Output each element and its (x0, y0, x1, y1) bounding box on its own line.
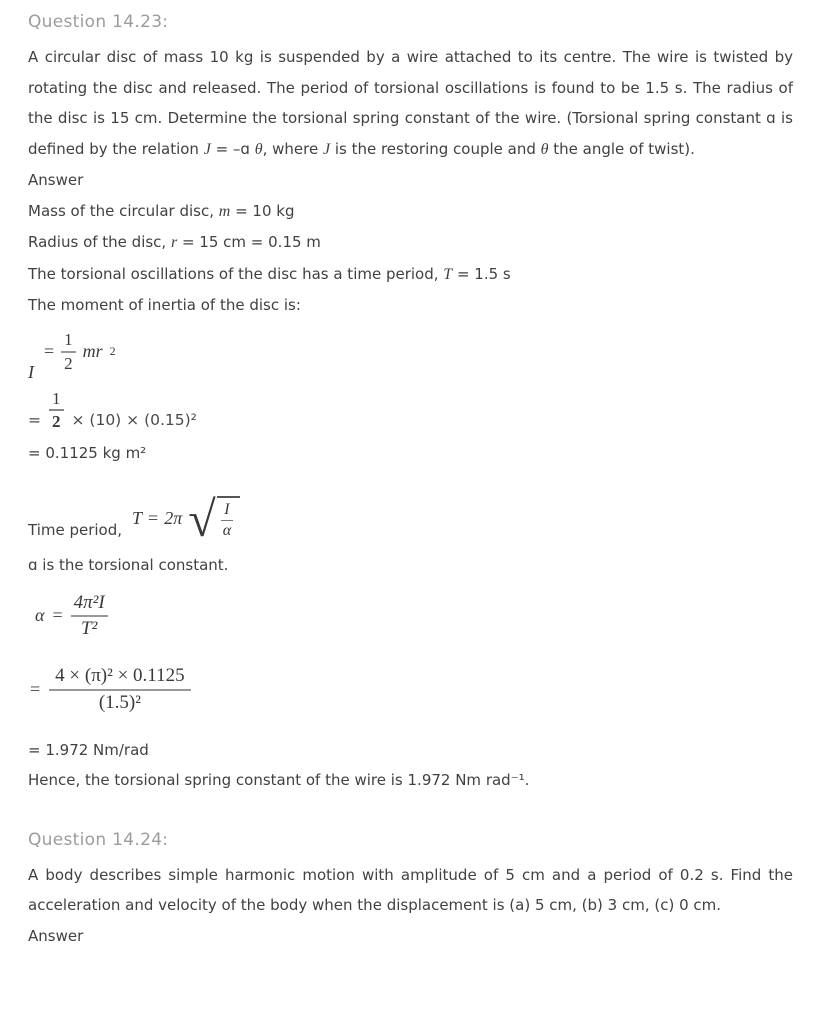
variable-T: T (132, 507, 143, 528)
variable-T: T (443, 265, 453, 283)
variable-theta: θ (540, 140, 549, 158)
answer-label: Answer (28, 926, 84, 945)
fraction-I-over-alpha: $\frac{I}{\alpha}$ (222, 500, 232, 540)
exponent-2: 2 (109, 344, 116, 359)
fraction-numeric: $\frac{\text{4 × (π)² × 0.1125}}{\text{(1.5)²}}$ (49, 665, 190, 714)
given-mass-value: = 10 kg (230, 201, 295, 220)
given-period-line (28, 259, 793, 291)
question-24-text: A body describes simple harmonic motion with amplitude of 5 cm and a period of 0.2 s. Find the acceleration and velocity of the body when the displacement is (a) 5 cm, (b) 3 cm, (c) 0 cm. (28, 865, 793, 915)
radicand (217, 496, 240, 541)
question-23-text-run: , where (262, 139, 323, 158)
conclusion-line: Hence, the torsional spring constant of the wire is 1.972 Nm rad⁻¹. (28, 771, 530, 790)
formula-moment-of-inertia (28, 327, 793, 381)
given-mass-text: Mass of the circular disc, (28, 201, 219, 220)
formula-alpha (35, 589, 108, 643)
fraction-one-half: $\frac{1}{2}$ (49, 389, 64, 432)
question-23-heading: Question 14.23: (28, 12, 169, 32)
variable-m: m (218, 202, 231, 220)
variable-J: J (203, 140, 211, 158)
square-root-icon: √ (188, 491, 216, 548)
given-mass-line (28, 196, 793, 228)
time-period-row (28, 482, 793, 548)
moment-intro-line: The moment of inertia of the disc is: (28, 296, 301, 314)
time-period-label: Time period, (28, 521, 123, 540)
given-radius-text: Radius of the disc, (28, 233, 171, 251)
question-23-text-run: is the restoring couple and (330, 139, 541, 158)
fraction-one-half: $\frac{1}{2}$ (61, 330, 76, 373)
equals-sign: = (148, 507, 159, 528)
formula-time-period (132, 491, 240, 548)
variable-J: J (322, 140, 331, 158)
equals-sign: = (44, 341, 55, 362)
formula-rhs (44, 330, 116, 373)
question-23-text-run: the angle of twist). (548, 139, 695, 158)
variable-theta: θ (254, 140, 263, 158)
calc-step-1-terms: × (10) × (0.15)² (71, 410, 197, 429)
answer-label: Answer (28, 171, 84, 189)
given-period-value: = 1.5 s (452, 264, 511, 283)
equals-sign: = (28, 410, 41, 429)
given-radius-value: = 15 cm = 0.15 m (177, 233, 321, 251)
calc-step-2 (30, 659, 793, 721)
calc-step-1-result: = 0.1125 kg m² (28, 443, 147, 462)
equals-sign: = (52, 605, 63, 626)
alpha-note-line: ɑ is the torsional constant. (28, 556, 229, 575)
question-23-section (28, 10, 793, 796)
given-period-text: The torsional oscillations of the disc has a time period, (28, 264, 444, 283)
term-two-pi: 2π (164, 507, 183, 528)
fraction-4pi2I-over-T2: $\frac{\text{4π²I}}{\text{T²}}$ (71, 592, 108, 640)
question-23-text-run: = –ɑ (210, 139, 255, 158)
given-radius-line (28, 227, 793, 259)
question-23-text (28, 42, 793, 165)
variable-alpha: α (35, 605, 45, 626)
question-24-heading: Question 14.24: (28, 829, 169, 850)
equals-sign: = (30, 679, 41, 700)
calc-step-1 (28, 389, 793, 432)
term-mr: mr (82, 341, 103, 362)
variable-r: r (170, 234, 178, 251)
calc-step-2-result: = 1.972 Nm/rad (28, 740, 149, 759)
question-23-text-run: A circular disc of mass 10 kg is suspended by a wire attached to its centre. The wire is twisted by rotating the disc and released. The period of torsional oscillations is found to be 1.5 s. The radius of the disc is 15 cm. Determine the torsional spring constant of the wire. (Torsional spring constant ɑ is defined by the relation (28, 48, 793, 158)
question-24-section (28, 828, 793, 952)
formula-lhs-I: I (28, 361, 34, 382)
